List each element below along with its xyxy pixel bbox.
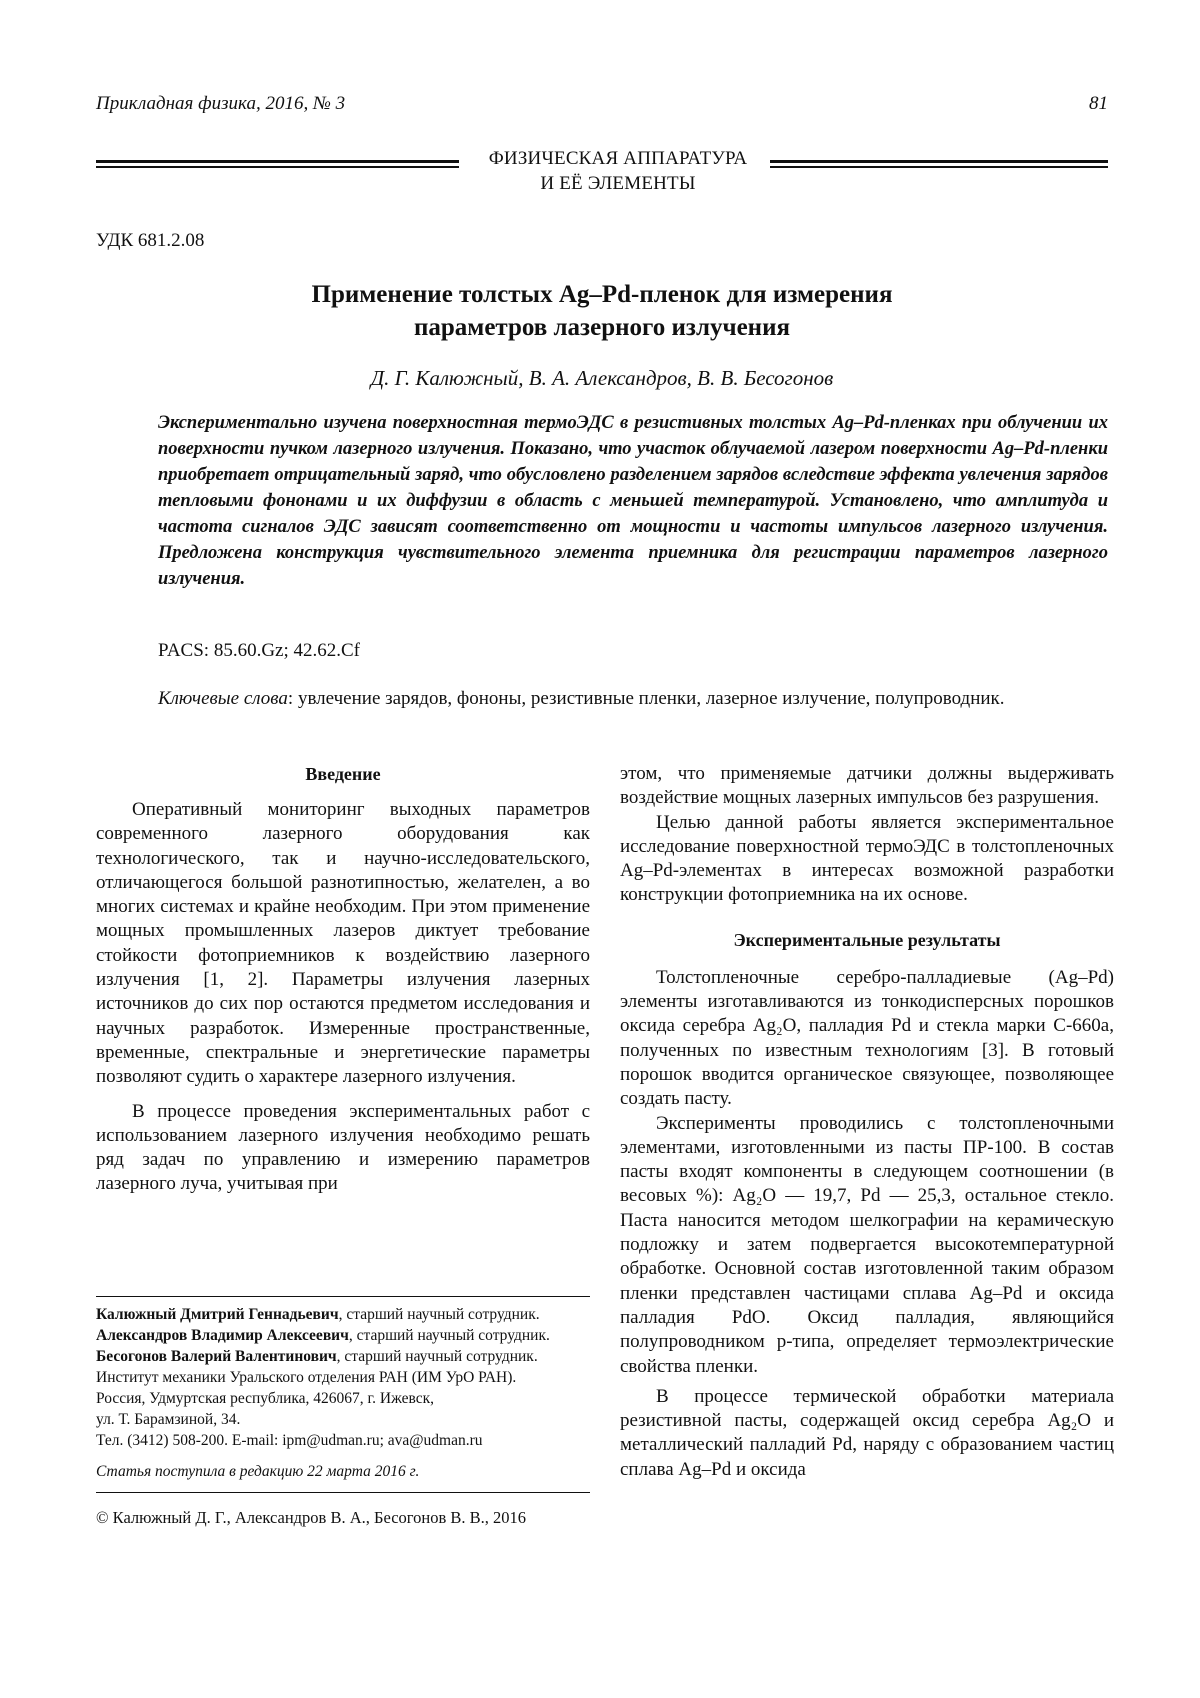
rubric-rule-right (770, 160, 1108, 172)
abstract: Экспериментально изучена поверхностная термоЭДС в резистивных толстых Ag–Pd-пленках при облучении их поверхности пучком лазерного излучения. Показано, что участок облучаемой лазером поверхности Ag–Pd-пленки приобретает отрицательный заряд, что обусловлено разделением зарядов вследствие эффекта увлечения зарядов тепловыми фононами и их диффузии в область с меньшей температурой. Установлено, что амплитуда и частота сигналов ЭДС зависят соответственно от мощности и частоты импульсов лазерного излучения. Предложена конструкция чувствительного элемента приемника для регистрации параметров лазерного излучения. (158, 413, 1108, 589)
copyright-notice: © Калюжный Д. Г., Александров В. А., Бесогонов В. В., 2016 (96, 1508, 527, 1527)
author-3-role: , старший научный сотрудник. (336, 1348, 538, 1365)
journal-name: Прикладная физика, 2016, № 3 (96, 93, 346, 114)
footnote-contacts: Тел. (3412) 508-200. E-mail: ipm@udman.ru; ava@udman.ru (96, 1432, 483, 1449)
rubric-line-1: ФИЗИЧЕСКАЯ АППАРАТУРА (488, 148, 748, 169)
article-title (96, 278, 1108, 344)
author-3-name: Бесогонов Валерий Валентинович (96, 1348, 337, 1365)
results-heading: Экспериментальные результаты (733, 929, 1001, 950)
page-number: 81 (1089, 93, 1108, 114)
rubric-line-2: И ЕЁ ЭЛЕМЕНТЫ (540, 173, 696, 194)
pacs-codes: PACS: 85.60.Gz; 42.62.Cf (158, 640, 360, 661)
author-list: Д. Г. Калюжный, В. А. Александров, В. В. Бесогонов (370, 366, 834, 390)
author-footnotes (96, 1296, 590, 1528)
results-paragraph-3: В процессе термической обработки материала резистивной пасты, содержащей оксид серебра Ag₂O и металлический палладий Pd, наряду с образованием частиц сплава Ag–Pd и оксида (620, 1385, 1114, 1480)
rubric-rule-left (96, 160, 459, 172)
footnote-author-2 (96, 1325, 590, 1346)
footnote-author-3 (96, 1346, 590, 1367)
section-rubric (96, 146, 1108, 198)
footnote-address-2: ул. Т. Барамзиной, 34. (96, 1411, 241, 1428)
keywords-label: Ключевые слова (158, 688, 288, 709)
intro-paragraph-1: Оперативный мониторинг выходных параметров современного лазерного оборудования как технологического, так и научно-исследовательского, отличающегося большой разнотипностью, желателен, а во многих системах и крайне необходим. При этом применение мощных промышленных лазеров диктует требование стойкости фотоприемников к воздействию лазерного излучения [1, 2]. Параметры излучения лазерных источников до сих пор остаются предметом исследования и научных разработок. Измеренные пространственные, временные, спектральные и энергетические параметры позволяют судить о характере лазерного излучения. (96, 799, 590, 1088)
author-2-name: Александров Владимир Алексеевич (96, 1327, 349, 1344)
intro-heading: Введение (305, 764, 381, 784)
title-line-1: Применение толстых Ag–Pd-пленок для измерения (311, 281, 893, 308)
left-column (96, 762, 590, 1197)
keywords-text: : увлечение зарядов, фононы, резистивные пленки, лазерное излучение, полупроводник. (287, 688, 1005, 709)
author-1-name: Калюжный Дмитрий Геннадьевич (96, 1306, 339, 1323)
running-head (96, 93, 1108, 115)
keywords (158, 686, 1108, 712)
results-paragraph-2: Эксперименты проводились с толстопленочными элементами, изготовленными из пасты ПР-100. В состав пасты входят компоненты в следующем соотношении (в весовых %): Ag₂O — 19,7, Pd — 25,3, остальное стекло. Паста наносится методом шелкографии на керамическую подложку и затем подвергается высокотемпературной обработке. Основной состав изготовленной таким образом пленки представлен частицами сплава Ag–Pd и оксида палладия PdO. Оксид палладия, являющийся полупроводником p-типа, определяет термоэлектрические свойства пленки. (620, 1112, 1114, 1377)
author-1-role: , старший научный сотрудник. (338, 1306, 540, 1323)
footnote-rule (96, 1296, 590, 1297)
goal-paragraph: Целью данной работы является экспериментальное исследование поверхностной термоЭДС в толстопленочных Ag–Pd-элементах в интересах возможной разработки конструкции фотоприемника на их основе. (620, 811, 1114, 906)
results-paragraph-1: Толстопленочные серебро-палладиевые (Ag–Pd) элементы изготавливаются из тонкодисперсных порошков оксида серебра Ag₂O, палладия Pd и стекла марки С-660а, полученных по известным технологиям [3]. В готовый порошок вводится органическое связующее, позволяющее создать пасту. (620, 966, 1114, 1110)
right-column (620, 762, 1114, 1482)
footnote-institute: Институт механики Уральского отделения РАН (ИМ УрО РАН). (96, 1369, 517, 1386)
udk-code: УДК 681.2.08 (96, 230, 205, 251)
author-2-role: , старший научный сотрудник. (348, 1327, 550, 1344)
footnote-author-1 (96, 1304, 590, 1325)
intro-paragraph-2: В процессе проведения экспериментальных работ с использованием лазерного излучения необходимо решать ряд задач по управлению и измерению параметров лазерного луча, учитывая при (96, 1100, 590, 1195)
received-date: Статья поступила в редакцию 22 марта 2016 г. (96, 1461, 590, 1493)
rubric-caption (468, 146, 768, 196)
title-line-2: параметров лазерного излучения (413, 314, 790, 341)
intro-continuation: этом, что применяемые датчики должны выдерживать воздействие мощных лазерных импульсов без разрушения. (620, 763, 1114, 809)
footnote-address-1: Россия, Удмуртская республика, 426067, г. Ижевск, (96, 1390, 435, 1407)
